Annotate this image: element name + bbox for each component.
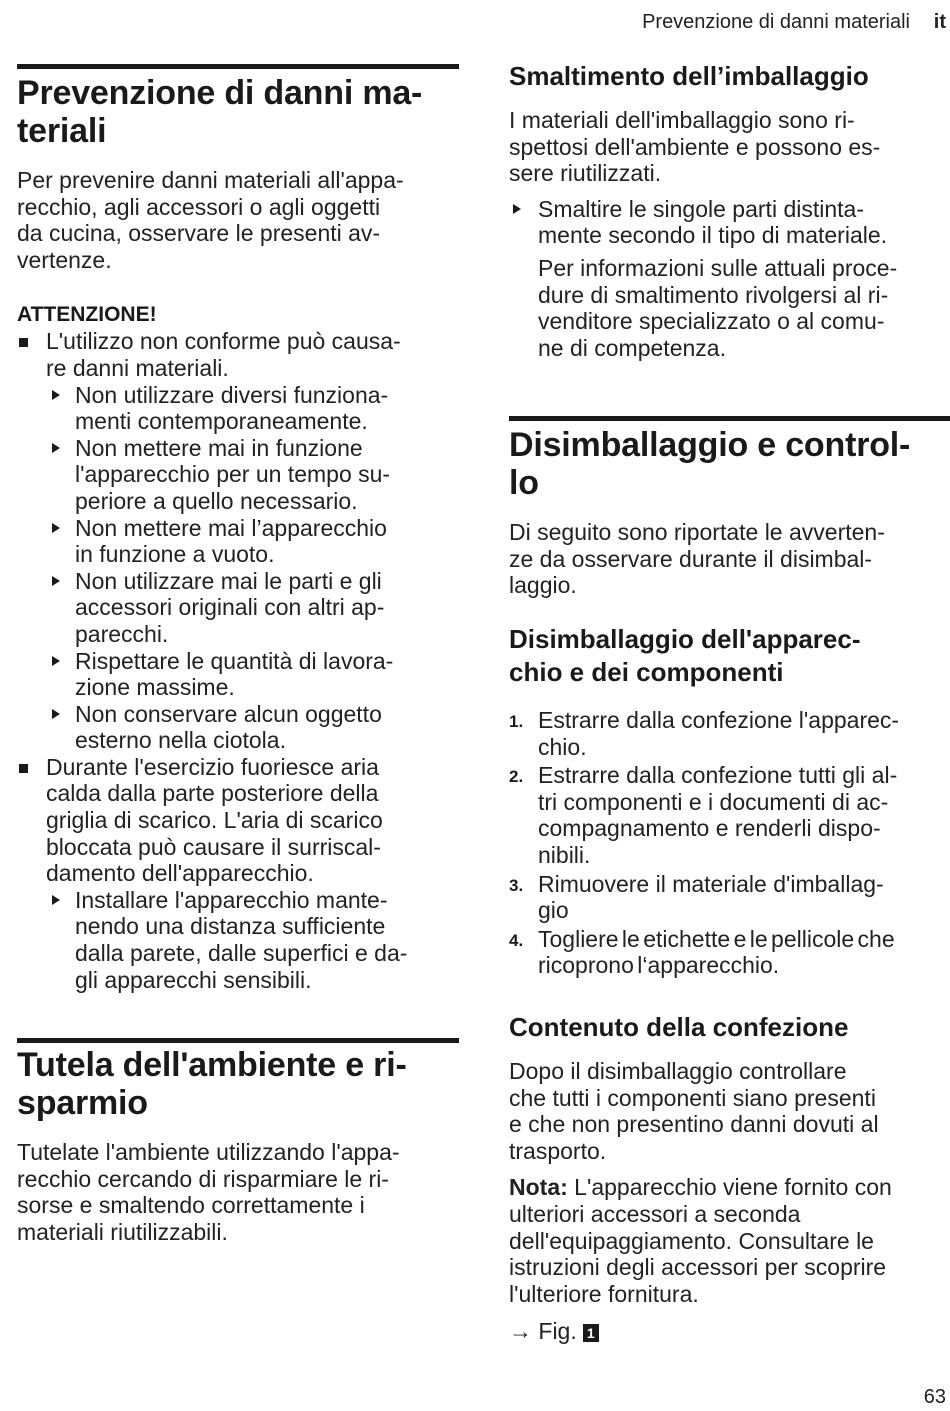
- step-text: Smaltire le singole parti distinta- mente secondo il tipo di materiale.: [538, 195, 888, 249]
- step-text: Rimuovere il materiale d'imballag- gio: [538, 870, 884, 924]
- numbered-step: [509, 762, 950, 868]
- numbered-step: [509, 707, 950, 760]
- square-bullet-icon: [19, 764, 28, 773]
- section-title: Smaltimento dell’imballaggio: [509, 61, 869, 91]
- section-unpacking: [509, 426, 950, 599]
- section-packaging-disposal: [509, 60, 950, 361]
- step-number: 4.: [509, 930, 524, 950]
- step-number: 3.: [509, 875, 524, 895]
- step-text: Non conservare alcun oggetto esterno nella ciotola.: [75, 700, 382, 754]
- running-header: [0, 8, 950, 38]
- warning-text: Durante l'esercizio fuoriesce aria calda dalla parte posteriore della griglia di scarico. L'aria di scarico bloccata può causare il surriscal- damento dell'apparecchio.: [46, 753, 383, 887]
- numbered-list: [509, 707, 950, 979]
- section-damage-prevention: [17, 74, 459, 993]
- section-title: Prevenzione di danni ma- teriali: [17, 74, 423, 150]
- warning-item: [17, 328, 459, 381]
- triangle-bullet-icon: [52, 523, 60, 533]
- page-number: 63: [923, 1386, 946, 1408]
- warning-text: L'utilizzo non conforme può causa- re danni materiali.: [46, 328, 401, 381]
- section-environment: [17, 1046, 459, 1245]
- triangle-bullet-icon: [52, 895, 60, 905]
- step-text: Estrarre dalla confezione l'apparec- chio.: [538, 707, 900, 760]
- step-item: [509, 196, 950, 249]
- figure-number-badge: 1: [583, 1324, 599, 1342]
- triangle-bullet-icon: [52, 443, 60, 453]
- step-text: Non utilizzare diversi funziona- menti contemporaneamente.: [75, 381, 389, 435]
- step-text: Estrarre dalla confezione tutti gli al- tri componenti e i documenti di ac- compagnamento e renderli dispo- nibili.: [538, 762, 898, 868]
- section-title: Disimballaggio dell'apparec- chio e dei componenti: [509, 624, 861, 687]
- numbered-step: [509, 871, 950, 924]
- numbered-step: [509, 926, 950, 979]
- warning-label: ATTENZIONE!: [17, 303, 157, 327]
- step-item: [17, 382, 459, 435]
- section-title: Disimballaggio e control- lo: [509, 426, 911, 502]
- step-item: [17, 701, 459, 754]
- step-item: [17, 515, 459, 568]
- step-item: [17, 887, 459, 993]
- step-item: [17, 568, 459, 648]
- section-text: I materiali dell'imballaggio sono ri- spettosi dell'ambiente e possono es- sere riutilizzati.: [509, 107, 881, 187]
- section-text: Di seguito sono riportate le avverten- ze da osservare durante il disimbal- laggio.: [509, 519, 885, 599]
- note-label: Nota:: [509, 1174, 568, 1201]
- triangle-bullet-icon: [513, 204, 521, 214]
- disposal-note: Per informazioni sulle attuali proce- dure di smaltimento rivolgersi al ri- venditore specializzato o al comu- ne di competenza.: [538, 254, 898, 361]
- step-text: Non utilizzare mai le parti e gli accessori originali con altri ap- parecchi.: [75, 567, 385, 647]
- step-text: Installare l'apparecchio mante- nendo una distanza sufficiente dalla parete, dalle superfici e da- gli apparecchi sensibili.: [75, 886, 408, 993]
- step-text: Togliere le etichette e le pellicole che ricoprono l‘apparecchio.: [538, 925, 895, 979]
- step-text: Non mettere mai l’apparecchio in funzione a vuoto.: [75, 514, 387, 568]
- step-number: 2.: [509, 767, 524, 787]
- triangle-bullet-icon: [52, 656, 60, 666]
- triangle-bullet-icon: [52, 709, 60, 719]
- triangle-bullet-icon: [52, 390, 60, 400]
- section-rule: [17, 1038, 459, 1043]
- step-item: [17, 435, 459, 515]
- step-list: [509, 196, 950, 249]
- warning-list: [17, 328, 459, 993]
- section-rule: [509, 416, 950, 421]
- note-text: L'apparecchio viene fornito con ulteriori accessori a seconda dell'equipaggiamento. Consultare le istruzioni degli accessori per scoprire l'ulteriore fornitura.: [509, 1174, 892, 1307]
- step-text: Rispettare le quantità di lavora- zione massime.: [75, 647, 394, 701]
- section-text: Dopo il disimballaggio controllare che tutti i componenti siano presenti e che non presentino danni dovuti al trasporto.: [509, 1058, 879, 1164]
- header-title: Prevenzione di danni materiali: [642, 11, 910, 33]
- step-text: Non mettere mai in funzione l'apparecchio per un tempo su- periore a quello necessario.: [75, 434, 391, 514]
- note-paragraph: [509, 1174, 950, 1307]
- warning-item: [17, 754, 459, 887]
- arrow-right-icon: →: [509, 1318, 532, 1345]
- figure-label: Fig.: [538, 1318, 577, 1345]
- section-title: Tutela dell'ambiente e ri- sparmio: [17, 1046, 407, 1122]
- section-package-contents: [509, 1011, 950, 1344]
- header-language: it: [933, 11, 946, 33]
- square-bullet-icon: [19, 338, 28, 347]
- section-unpacking-components: [509, 623, 950, 981]
- section-rule: [17, 64, 459, 69]
- section-text: Tutelate l'ambiente utilizzando l'appa- recchio cercando di risparmiare le ri- sorse e smaltendo correttamente i materiali riutilizzabili.: [17, 1139, 400, 1245]
- figure-reference: [509, 1318, 950, 1344]
- triangle-bullet-icon: [52, 576, 60, 586]
- step-number: 1.: [509, 712, 524, 731]
- section-title: Contenuto della confezione: [509, 1012, 849, 1042]
- section-intro: Per prevenire danni materiali all'appa- recchio, agli accessori o agli oggetti da cucina, osservare le presenti av- vertenze.: [17, 167, 404, 273]
- step-item: [17, 648, 459, 701]
